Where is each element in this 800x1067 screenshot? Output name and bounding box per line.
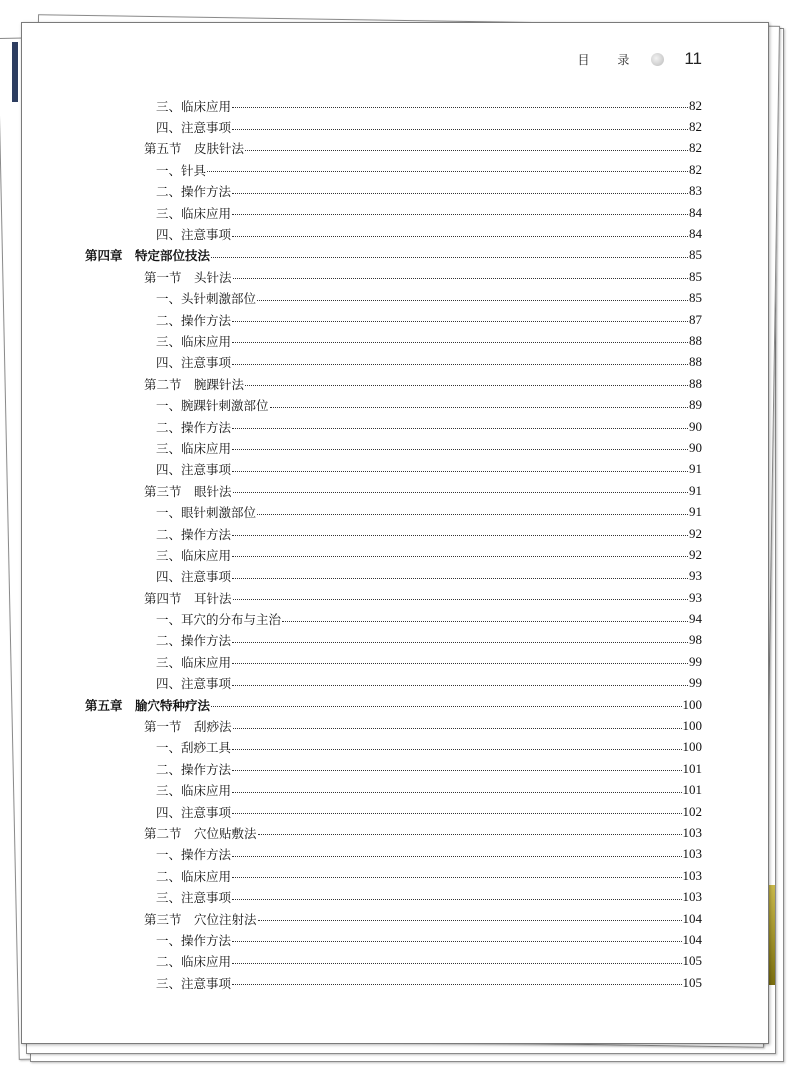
dot-leader xyxy=(232,770,681,771)
toc-label: 二、操作方法 xyxy=(156,633,232,649)
toc-label: 一、刮痧工具 xyxy=(156,740,232,756)
dot-leader xyxy=(232,428,688,429)
toc-label: 第五章 腧穴特种疗法 xyxy=(85,697,211,713)
toc-item[interactable] xyxy=(85,844,702,865)
toc-item[interactable] xyxy=(85,566,702,587)
toc-page-number: 93 xyxy=(689,568,702,584)
toc-label: 二、操作方法 xyxy=(156,419,232,435)
toc-label: 第二节 腕踝针法 xyxy=(144,376,245,392)
dot-leader xyxy=(233,728,682,729)
toc-label: 三、临床应用 xyxy=(156,333,232,349)
toc-label: 第一节 刮痧法 xyxy=(144,719,232,735)
toc-item[interactable] xyxy=(85,309,702,330)
toc-page-number: 89 xyxy=(689,397,702,413)
toc-label: 二、临床应用 xyxy=(156,868,232,884)
toc-label: 一、针具 xyxy=(156,162,207,178)
toc-label: 三、临床应用 xyxy=(156,205,232,221)
toc-item[interactable] xyxy=(85,352,702,373)
dot-leader xyxy=(245,150,688,151)
toc-page-number: 103 xyxy=(682,867,702,883)
toc-page xyxy=(21,22,769,1044)
dot-leader xyxy=(245,385,688,386)
toc-page-number: 88 xyxy=(689,332,702,348)
toc-label: 一、耳穴的分布与主治 xyxy=(156,612,282,628)
circle-ornament-icon xyxy=(651,53,664,66)
toc-label: 四、注意事项 xyxy=(156,355,232,371)
toc-page-number: 101 xyxy=(682,760,702,776)
toc-item[interactable] xyxy=(85,394,702,415)
toc-label: 四、注意事项 xyxy=(156,227,232,243)
toc-section[interactable] xyxy=(85,266,702,287)
dot-leader xyxy=(282,621,688,622)
toc-item[interactable] xyxy=(85,95,702,116)
toc-label: 第四节 耳针法 xyxy=(144,590,232,606)
toc-page-number: 92 xyxy=(689,546,702,562)
toc-page-number: 84 xyxy=(689,204,702,220)
toc-page-number: 84 xyxy=(689,226,702,242)
dot-leader xyxy=(232,556,688,557)
toc-label: 二、临床应用 xyxy=(156,954,232,970)
dot-leader xyxy=(232,342,688,343)
dot-leader xyxy=(232,877,681,878)
toc-item[interactable] xyxy=(85,886,702,907)
toc-label: 二、操作方法 xyxy=(156,526,232,542)
dot-leader xyxy=(257,300,688,301)
toc-label: 第一节 头针法 xyxy=(144,269,232,285)
dot-leader xyxy=(232,963,681,964)
dot-leader xyxy=(232,107,688,108)
cover-edge xyxy=(768,885,775,985)
toc-label: 三、临床应用 xyxy=(156,654,232,670)
toc-label: 二、操作方法 xyxy=(156,312,232,328)
toc-section[interactable] xyxy=(85,587,702,608)
toc-page-number: 104 xyxy=(682,931,702,947)
toc-item[interactable] xyxy=(85,972,702,993)
toc-item[interactable] xyxy=(85,630,702,651)
toc-page-number: 103 xyxy=(682,846,702,862)
toc-item[interactable] xyxy=(85,437,702,458)
toc-section[interactable] xyxy=(85,822,702,843)
toc-page-number: 94 xyxy=(689,611,702,627)
dot-leader xyxy=(232,685,688,686)
toc-label: 第二节 穴位贴敷法 xyxy=(144,825,257,841)
dot-leader xyxy=(232,578,688,579)
dot-leader xyxy=(211,257,688,258)
page-number: 11 xyxy=(684,49,702,68)
toc-label: 第三节 穴位注射法 xyxy=(144,911,257,927)
toc-item[interactable] xyxy=(85,929,702,950)
dot-leader xyxy=(232,941,681,942)
toc-label: 四、注意事项 xyxy=(156,676,232,692)
dot-leader xyxy=(233,278,688,279)
toc-label: 一、眼针刺激部位 xyxy=(156,505,257,521)
dot-leader xyxy=(232,214,688,215)
dot-leader xyxy=(270,407,688,408)
toc-label: 四、注意事项 xyxy=(156,804,232,820)
dot-leader xyxy=(257,514,688,515)
toc-page-number: 83 xyxy=(689,183,702,199)
section-title: 目 录 xyxy=(577,52,642,67)
toc-label: 一、头针刺激部位 xyxy=(156,291,257,307)
toc-page-number: 102 xyxy=(682,803,702,819)
toc-item[interactable] xyxy=(85,330,702,351)
toc-label: 三、注意事项 xyxy=(156,975,232,991)
toc-page-number: 91 xyxy=(689,482,702,498)
toc-page-number: 104 xyxy=(682,910,702,926)
dot-leader xyxy=(232,856,681,857)
toc-page-number: 85 xyxy=(689,247,702,263)
toc-item[interactable] xyxy=(85,501,702,522)
toc-page-number: 93 xyxy=(689,589,702,605)
dot-leader xyxy=(232,984,681,985)
toc-page-number: 99 xyxy=(689,653,702,669)
dot-leader xyxy=(207,171,688,172)
toc-label: 一、腕踝针刺激部位 xyxy=(156,398,269,414)
dot-leader xyxy=(232,642,688,643)
toc-item[interactable] xyxy=(85,181,702,202)
toc-page-number: 82 xyxy=(689,161,702,177)
toc-page-number: 103 xyxy=(682,889,702,905)
running-header xyxy=(578,49,702,69)
table-of-contents xyxy=(85,95,702,993)
dot-leader xyxy=(232,535,688,536)
toc-label: 三、临床应用 xyxy=(156,98,232,114)
toc-section[interactable] xyxy=(85,908,702,929)
toc-item[interactable] xyxy=(85,865,702,886)
toc-label: 三、临床应用 xyxy=(156,783,232,799)
toc-item[interactable] xyxy=(85,544,702,565)
toc-page-number: 105 xyxy=(682,974,702,990)
dot-leader xyxy=(232,449,688,450)
toc-page-number: 99 xyxy=(689,675,702,691)
toc-section[interactable] xyxy=(85,480,702,501)
toc-item[interactable] xyxy=(85,223,702,244)
toc-page-number: 100 xyxy=(682,696,702,712)
toc-page-number: 101 xyxy=(682,782,702,798)
dot-leader xyxy=(232,193,688,194)
toc-page-number: 88 xyxy=(689,375,702,391)
toc-label: 四、注意事项 xyxy=(156,462,232,478)
toc-label: 二、操作方法 xyxy=(156,184,232,200)
toc-item[interactable] xyxy=(85,288,702,309)
toc-label: 一、操作方法 xyxy=(156,847,232,863)
dot-leader xyxy=(232,663,688,664)
toc-item[interactable] xyxy=(85,737,702,758)
toc-item[interactable] xyxy=(85,651,702,672)
toc-label: 第四章 特定部位技法 xyxy=(85,248,211,264)
dot-leader xyxy=(232,749,681,750)
dot-leader xyxy=(232,899,681,900)
toc-item[interactable] xyxy=(85,608,702,629)
dot-leader xyxy=(232,364,688,365)
toc-item[interactable] xyxy=(85,780,702,801)
toc-item[interactable] xyxy=(85,116,702,137)
toc-section[interactable] xyxy=(85,715,702,736)
toc-item[interactable] xyxy=(85,416,702,437)
toc-label: 二、操作方法 xyxy=(156,761,232,777)
toc-label: 三、注意事项 xyxy=(156,890,232,906)
dot-leader xyxy=(232,471,688,472)
toc-page-number: 82 xyxy=(689,119,702,135)
dot-leader xyxy=(232,321,688,322)
toc-page-number: 85 xyxy=(689,290,702,306)
toc-page-number: 98 xyxy=(689,632,702,648)
toc-item[interactable] xyxy=(85,202,702,223)
dot-leader xyxy=(232,792,681,793)
dot-leader xyxy=(233,599,688,600)
cover-edge xyxy=(12,42,18,102)
toc-chapter[interactable] xyxy=(85,245,702,266)
toc-label: 三、临床应用 xyxy=(156,440,232,456)
toc-page-number: 88 xyxy=(689,354,702,370)
toc-item[interactable] xyxy=(85,523,702,544)
dot-leader xyxy=(232,236,688,237)
toc-page-number: 91 xyxy=(689,461,702,477)
dot-leader xyxy=(232,813,681,814)
toc-label: 一、操作方法 xyxy=(156,932,232,948)
toc-item[interactable] xyxy=(85,459,702,480)
toc-page-number: 87 xyxy=(689,311,702,327)
toc-page-number: 92 xyxy=(689,525,702,541)
toc-page-number: 105 xyxy=(682,953,702,969)
dot-leader xyxy=(211,706,681,707)
toc-page-number: 100 xyxy=(682,718,702,734)
toc-page-number: 85 xyxy=(689,268,702,284)
toc-section[interactable] xyxy=(85,373,702,394)
dot-leader xyxy=(232,129,688,130)
toc-item[interactable] xyxy=(85,951,702,972)
toc-page-number: 82 xyxy=(689,140,702,156)
toc-page-number: 90 xyxy=(689,418,702,434)
dot-leader xyxy=(233,492,688,493)
toc-page-number: 90 xyxy=(689,439,702,455)
toc-label: 四、注意事项 xyxy=(156,569,232,585)
toc-chapter[interactable] xyxy=(85,694,702,715)
toc-page-number: 82 xyxy=(689,97,702,113)
toc-label: 第三节 眼针法 xyxy=(144,483,232,499)
toc-page-number: 100 xyxy=(682,739,702,755)
toc-item[interactable] xyxy=(85,673,702,694)
toc-item[interactable] xyxy=(85,159,702,180)
toc-page-number: 103 xyxy=(682,824,702,840)
toc-label: 第五节 皮肤针法 xyxy=(144,141,245,157)
toc-label: 四、注意事项 xyxy=(156,120,232,136)
dot-leader xyxy=(258,834,682,835)
dot-leader xyxy=(258,920,682,921)
toc-item[interactable] xyxy=(85,801,702,822)
toc-page-number: 91 xyxy=(689,504,702,520)
toc-section[interactable] xyxy=(85,138,702,159)
toc-item[interactable] xyxy=(85,758,702,779)
toc-label: 三、临床应用 xyxy=(156,547,232,563)
